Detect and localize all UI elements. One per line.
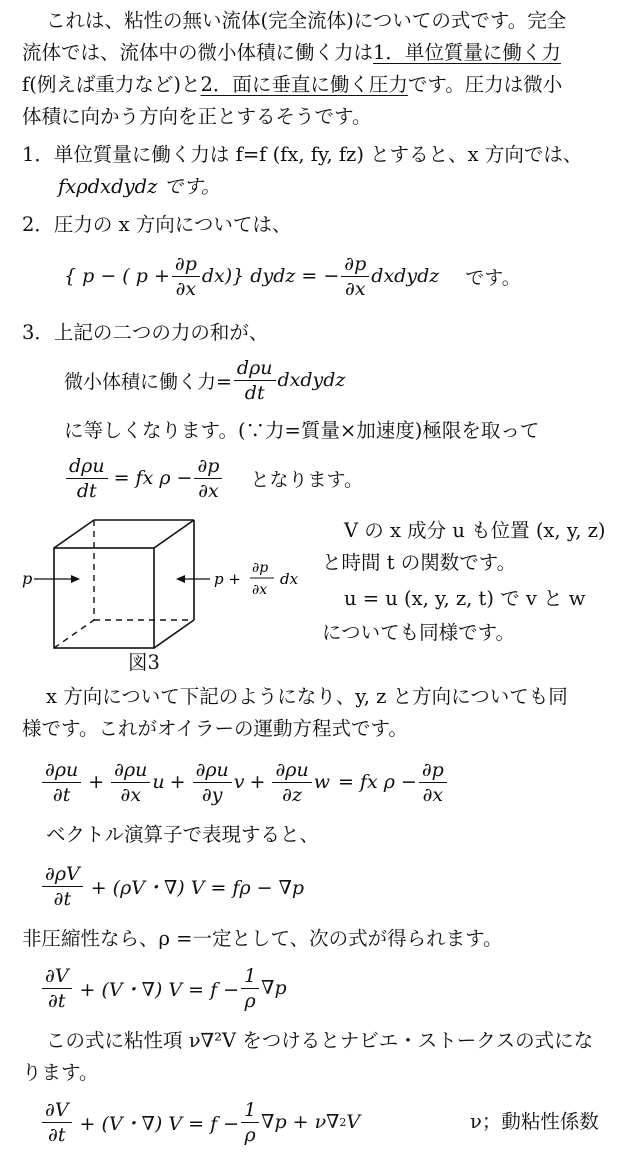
- euler-term-3-var: v: [233, 771, 245, 793]
- intro-line-3-text-a: f(例えば重力など)と: [22, 73, 201, 96]
- euler-term-4: [272, 758, 311, 807]
- force-fraction: [234, 356, 276, 405]
- frac-denominator: dt: [244, 381, 265, 404]
- cube-edge: [154, 520, 194, 548]
- item1-line-1: 1．単位質量に働く力は f=f (fx, fy, fz) とすると、x 方向では、: [22, 143, 583, 166]
- frac-numerator: ∂p: [172, 252, 200, 277]
- frac-numerator: dρu: [66, 454, 108, 479]
- cube-edge: [54, 520, 94, 548]
- incomp-fraction-2: [241, 964, 259, 1013]
- frac-numerator: 1: [241, 964, 259, 989]
- side-line-3: u = u (x, y, z, t) で v と w: [344, 587, 586, 610]
- item3-eq-fraction: [66, 454, 108, 503]
- frac-denominator: ∂t: [52, 783, 71, 806]
- frac-denominator: ∂t: [53, 887, 72, 910]
- ns-equation: [40, 1096, 360, 1148]
- force-label: 微小体積に働く力=: [64, 370, 232, 393]
- euler-line-1: x 方向について下記のようになり、y, z と方向についても同: [46, 685, 568, 708]
- incomp-fraction: [42, 964, 72, 1013]
- frac-numerator: ∂p: [194, 454, 222, 479]
- ns-superscript: 2: [339, 1115, 347, 1129]
- frac-numerator: ∂ρV: [42, 862, 83, 887]
- item2-eq-tail: です。: [465, 266, 521, 289]
- side-line-4: についても同様です。: [322, 621, 516, 644]
- frac-numerator: ∂V: [42, 1098, 72, 1123]
- incomp-mid: + (V・∇) V = f −: [79, 978, 240, 1001]
- euler-term-4-var: w: [313, 771, 330, 793]
- intro-line-4: 体積に向かう方向を正とするそうです。: [22, 105, 372, 128]
- arrow-head-right-icon: [71, 575, 80, 583]
- frac-denominator: ∂x: [345, 277, 366, 300]
- intro-line-2-text: 流体では、流体中の微小体積に働く力は: [22, 41, 374, 64]
- pressure-left-label: p: [22, 569, 33, 588]
- euler-term-1: [42, 758, 81, 807]
- euler-equation: $\frac{\partial\rho u}{\partial t}$ + $\frac{\partial\rho u}{\partial x}$ u + $\frac{\partial\rho u}{\partial y}$ v + $\frac{\partial\rho u}{\partial z}$ w = fx ρ − $\frac{\partial p}{\partial x}$: [40, 756, 449, 808]
- item2-eq-fraction: [172, 252, 200, 301]
- ns-fraction-2: [241, 1098, 259, 1147]
- frac-numerator: dρu: [234, 356, 276, 381]
- cube-edge: [154, 620, 194, 648]
- underlined-normal-pressure: 2．面に垂直に働く圧力: [200, 73, 408, 96]
- frac-denominator: ∂z: [282, 783, 302, 806]
- ns-mid: + (V・∇) V = f −: [79, 1112, 240, 1135]
- ns-tail: ∇p + ν∇: [261, 1111, 340, 1133]
- frac-denominator: ∂t: [48, 1123, 66, 1146]
- item1-line-2: fxρdxdydz です。: [58, 175, 221, 198]
- frac-denominator: ∂x: [198, 479, 219, 502]
- side-line-2: と時間 t の関数です。: [322, 551, 517, 574]
- item3-eq-fraction-2: [194, 454, 222, 503]
- pressure-frac-denominator: ∂x: [252, 582, 268, 598]
- item2-line-1: 2．圧力の x 方向については、: [22, 213, 292, 236]
- vector-rest: + (ρV・∇) V = fρ − ∇p: [90, 876, 305, 899]
- frac-denominator: ∂x: [120, 783, 142, 806]
- intro-line-1: これは、粘性の無い流体(完全流体)についての式です。完全: [46, 9, 567, 32]
- item3-line-1: 3．上記の二つの力の和が、: [22, 321, 269, 344]
- arrow-head-left-icon: [176, 575, 185, 583]
- frac-denominator: ∂t: [48, 989, 66, 1012]
- pressure-right-label: p +: [214, 570, 241, 588]
- item2-eq-right: dxdydz: [371, 265, 440, 287]
- euler-term-2: [111, 758, 150, 807]
- euler-line-2: 様です。これがオイラーの運動方程式です。: [22, 717, 408, 740]
- frac-numerator: ∂ρu: [42, 758, 81, 783]
- frac-denominator: ∂x: [422, 783, 444, 806]
- frac-numerator: ∂ρu: [193, 758, 232, 783]
- pressure-dx-label: dx: [280, 570, 299, 588]
- item3-force-equation: [64, 354, 345, 406]
- frac-denominator: ρ: [244, 989, 256, 1012]
- vector-line-1: ベクトル演算子で表現すると、: [46, 823, 320, 846]
- ns-note: ν；動粘性係数: [470, 1110, 599, 1133]
- item2-eq-left: { p − ( p +: [64, 265, 170, 287]
- euler-term-3: [193, 758, 232, 807]
- item2-eq-mid: dx)} dydz = −: [201, 265, 340, 287]
- pressure-frac-numerator: ∂p: [252, 560, 269, 576]
- vector-fraction: [42, 862, 83, 911]
- figure-caption: 図3: [128, 651, 160, 674]
- frac-numerator: ∂p: [419, 758, 447, 783]
- frac-numerator: 1: [241, 1098, 259, 1123]
- cube-front-face: [54, 548, 154, 648]
- intro-line-3-text-b: です。圧力は微小: [407, 73, 563, 96]
- frac-numerator: ∂ρu: [272, 758, 311, 783]
- ns-line-1: この式に粘性項 ν∇²V をつけるとナビエ・ストークスの式にな: [46, 1029, 594, 1052]
- frac-denominator: ∂y: [201, 783, 223, 806]
- item2-equation: [64, 250, 521, 302]
- ns-tail-v: V: [346, 1111, 361, 1133]
- ns-line-2: ります。: [22, 1061, 99, 1084]
- intro-line-2: [22, 40, 561, 66]
- euler-rhs-fraction: [419, 758, 447, 807]
- item3-line-3: に等しくなります。(∵力=質量×加速度)極限を取って: [64, 419, 540, 442]
- frac-denominator: ρ: [244, 1123, 256, 1146]
- item2-eq-fraction-2: [341, 252, 369, 301]
- cube-hidden-edge: [54, 620, 94, 648]
- underlined-unit-mass-force: 1．単位質量に働く力: [373, 41, 561, 64]
- frac-numerator: ∂ρu: [111, 758, 150, 783]
- vector-equation: [40, 860, 304, 912]
- incomp-tail: ∇p: [261, 977, 287, 999]
- incomp-line-1: 非圧縮性なら、ρ =一定として、次の式が得られます。: [22, 927, 503, 950]
- ns-fraction: [42, 1098, 72, 1147]
- incomp-equation: [40, 962, 287, 1014]
- force-rest: dxdydz: [277, 369, 346, 391]
- euler-rhs: = fx ρ −: [337, 771, 417, 793]
- side-line-1: V の x 成分 u も位置 (x, y, z): [344, 519, 606, 542]
- frac-numerator: ∂p: [341, 252, 369, 277]
- item3-eq-tail: となります。: [250, 468, 363, 491]
- frac-numerator: ∂V: [42, 964, 72, 989]
- frac-denominator: ∂x: [175, 277, 197, 300]
- item3-equation: [64, 452, 363, 504]
- frac-denominator: dt: [76, 479, 97, 502]
- euler-term-2-var: u: [152, 771, 165, 793]
- item3-eq-mid: = fx ρ −: [113, 467, 193, 489]
- intro-line-3: [22, 72, 562, 98]
